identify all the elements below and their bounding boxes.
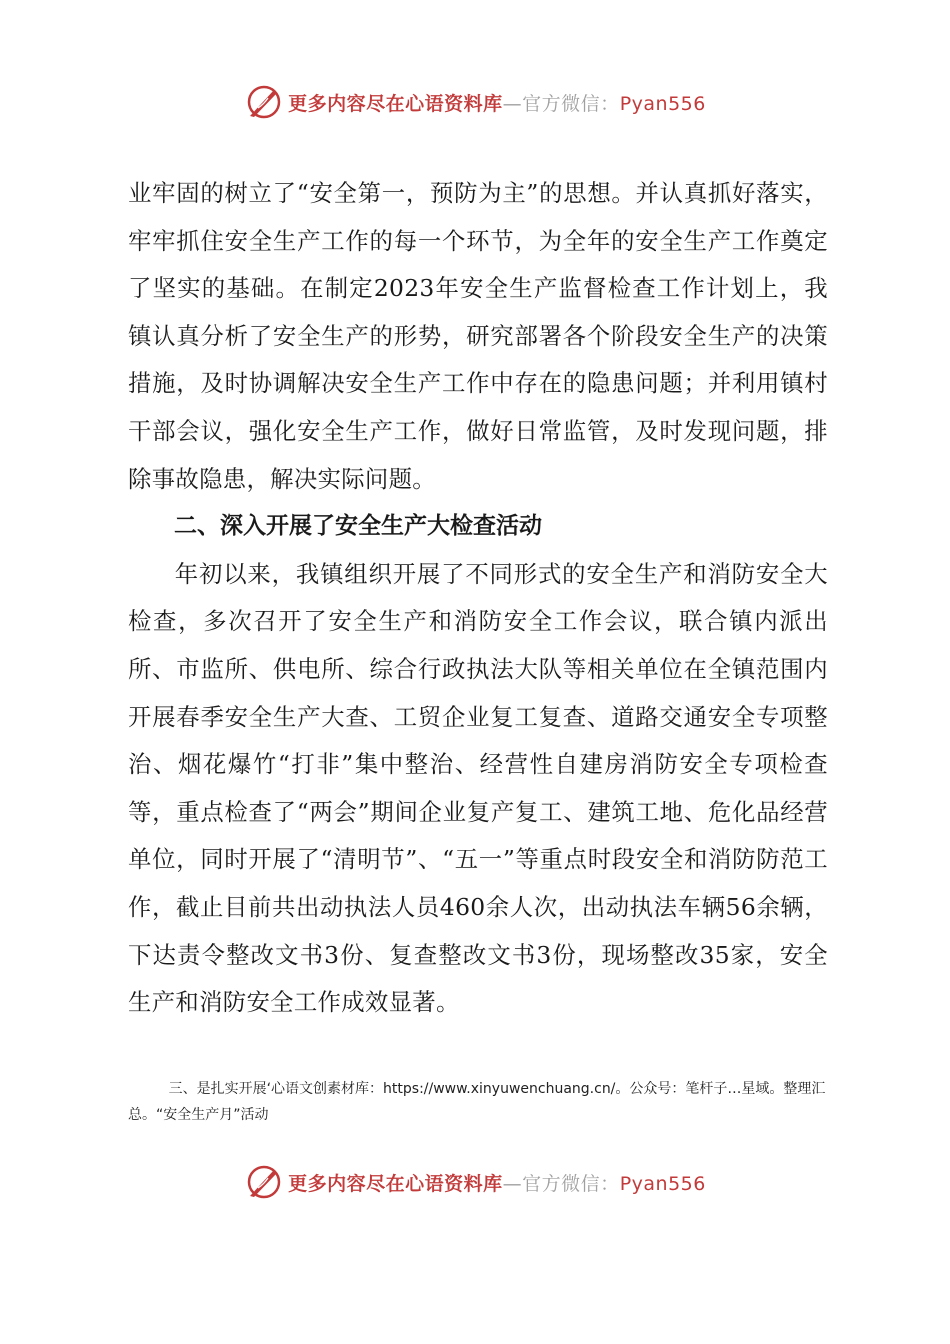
quill-pen-logo-icon bbox=[244, 1162, 284, 1202]
banner-wechat-id: Pyan556 bbox=[619, 1172, 706, 1195]
footer-banner bbox=[0, 1160, 950, 1204]
banner-title: 更多内容尽在心语资料库 bbox=[288, 92, 503, 115]
banner-text bbox=[288, 89, 706, 116]
banner-wechat-label: 官方微信： bbox=[522, 92, 620, 115]
section-heading-2: 二、深入开展了安全生产大检查活动 bbox=[174, 513, 542, 540]
banner-dash: — bbox=[502, 92, 523, 115]
banner-text bbox=[288, 1169, 706, 1196]
footnote-text: 三、是扎实开展‘心语文创素材库：https://www.xinyuwenchuang.cn/。公众号：笔杆子…星域。整理汇总。“安全生产月”活动 bbox=[128, 1081, 826, 1123]
banner-wechat-id: Pyan556 bbox=[619, 92, 706, 115]
paragraph-2: 年初以来，我镇组织开展了不同形式的安全生产和消防安全大检查，多次召开了安全生产和消防安全工作会议，联合镇内派出所、市监所、供电所、综合行政执法大队等相关单位在全镇范围内开展春季安全生产大查、工贸企业复工复查、道路交通安全专项整治、烟花爆竹“打非”集中整治、经营性自建房消防安全专项检查等，重点检查了“两会”期间企业复产复工、建筑工地、危化品经营单位，同时开展了“清明节”、“五一”等重点时段安全和消防防范工作，截止目前共出动执法人员460余人次，出动执法车辆56余辆，下达责令整改文书3份、复查整改文书3份，现场整改35家，安全生产和消防安全工作成效显著。 bbox=[128, 559, 828, 1017]
paragraph-1: 业牢固的树立了“安全第一，预防为主”的思想。并认真抓好落实，牢牢抓住安全生产工作的每一个环节，为全年的安全生产工作奠定了坚实的基础。在制定2023年安全生产监督检查工作计划上，我镇认真分析了安全生产的形势，研究部署各个阶段安全生产的决策措施，及时协调解决安全生产工作中存在的隐患问题；并利用镇村干部会议，强化安全生产工作，做好日常监管，及时发现问题，排除事故隐患，解决实际问题。 bbox=[128, 179, 828, 493]
banner-title: 更多内容尽在心语资料库 bbox=[288, 1172, 503, 1195]
quill-pen-logo-icon bbox=[244, 82, 284, 122]
banner-dash: — bbox=[502, 1172, 523, 1195]
header-banner bbox=[0, 80, 950, 124]
banner-wechat-label: 官方微信： bbox=[522, 1172, 620, 1195]
document-body bbox=[128, 170, 828, 1027]
